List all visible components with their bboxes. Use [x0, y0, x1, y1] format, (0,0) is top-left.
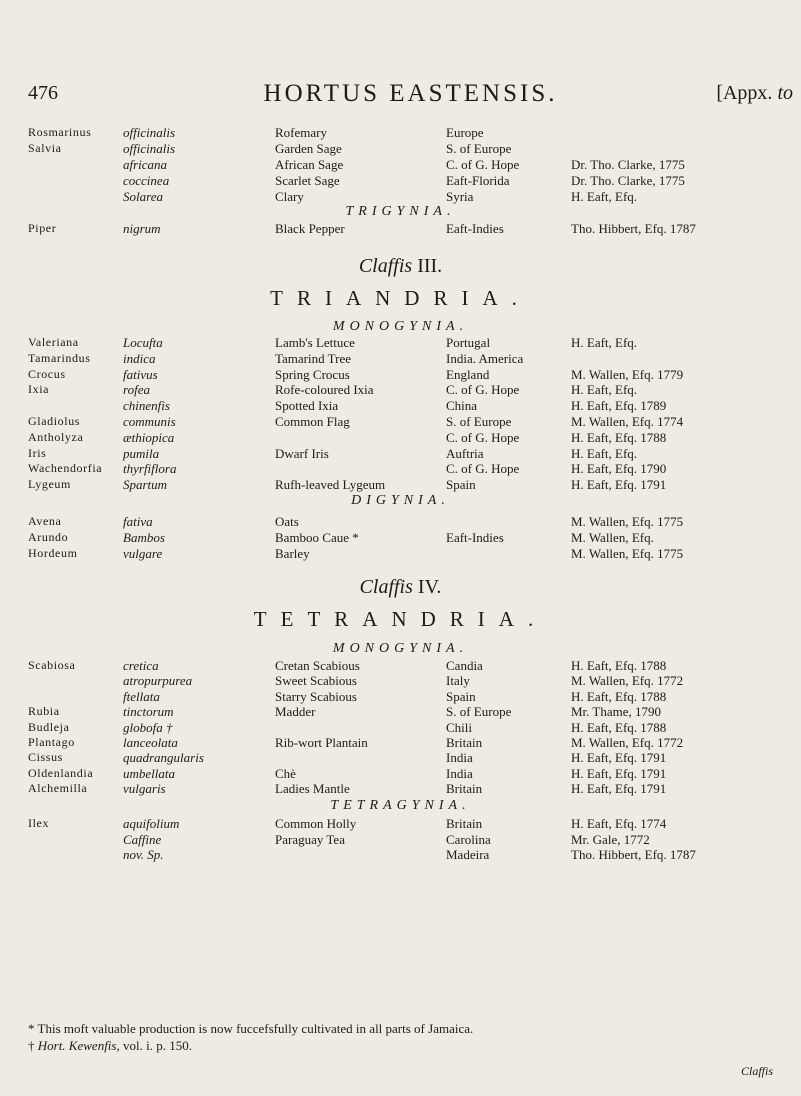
native-country: China	[446, 398, 478, 414]
introduced-by: H. Eaft, Efq. 1774	[571, 816, 667, 831]
common-name: Scarlet Sage	[275, 173, 340, 188]
species-name: officinalis	[123, 125, 175, 140]
genus-name: Rosmarinus	[28, 125, 92, 139]
species-name: africana	[123, 157, 168, 172]
catchword: Claffis	[740, 1064, 773, 1078]
page-number: 476	[28, 82, 58, 104]
genus-name: Cissus	[28, 750, 63, 765]
species-name: fativus	[123, 366, 158, 382]
order-heading: MONOGYNIA.	[332, 641, 469, 656]
introduced-by: Dr. Tho. Clarke, 1775	[571, 173, 685, 188]
genus-name: Ilex	[28, 816, 50, 830]
native-country: Portugal	[446, 335, 491, 350]
species-name: chinenfis	[123, 398, 170, 414]
common-name: Paraguay Tea	[275, 831, 345, 847]
common-name: Madder	[275, 704, 316, 720]
introduced-by: Mr. Thame, 1790	[571, 704, 662, 720]
native-country: Britain	[446, 816, 483, 831]
native-country: India	[446, 765, 473, 781]
catalogue-row	[0, 220, 801, 237]
class-heading: Claffis IV.	[359, 576, 442, 598]
genus-name: Valeriana	[28, 335, 79, 349]
class-name: TETRANDRIA.	[253, 607, 548, 631]
species-name: aquifolium	[123, 816, 180, 831]
species-name: pumila	[123, 445, 160, 461]
native-country: S. of Europe	[446, 704, 512, 720]
species-name: umbellata	[123, 765, 175, 781]
species-name: nigrum	[123, 221, 161, 236]
introduced-by: M. Wallen, Efq. 1775	[571, 514, 684, 529]
native-country: S. of Europe	[446, 414, 512, 429]
catalogue-row	[0, 429, 801, 446]
species-name: Spartum	[123, 477, 168, 493]
genus-name: Antholyza	[28, 429, 84, 444]
introduced-by: Mr. Gale, 1772	[571, 831, 650, 847]
common-name: Sweet Scabious	[275, 673, 357, 689]
genus-name: Gladiolus	[28, 414, 81, 428]
species-name: lanceolata	[123, 735, 178, 750]
catalogue-row	[0, 413, 801, 430]
species-name: vulgaris	[123, 781, 166, 797]
running-title: HORTUS EASTENSIS.	[263, 80, 558, 107]
catalogue-row	[0, 381, 801, 398]
common-name: Oats	[275, 514, 299, 529]
common-name: Bamboo Caue *	[275, 530, 359, 545]
catalogue-row	[0, 831, 801, 848]
species-name: atropurpurea	[123, 673, 193, 689]
catalogue-row	[0, 334, 801, 351]
introduced-by: M. Wallen, Efq. 1775	[571, 546, 684, 561]
native-country: Syria	[446, 189, 474, 204]
native-country: S. of Europe	[446, 141, 512, 156]
introduced-by: M. Wallen, Efq. 1774	[571, 414, 684, 429]
introduced-by: H. Eaft, Efq.	[571, 189, 638, 204]
native-country: India	[446, 750, 473, 766]
catalogue-row	[0, 513, 801, 530]
common-name: Rofe-coloured Ixia	[275, 382, 374, 398]
native-country: Eaft-Florida	[446, 173, 510, 188]
genus-name: Budleja	[28, 719, 70, 734]
genus-name: Ixia	[28, 382, 50, 397]
common-name: African Sage	[275, 157, 344, 172]
catalogue-row	[0, 156, 801, 173]
catalogue-row	[0, 124, 801, 141]
genus-name: Tamarindus	[28, 350, 91, 365]
species-name: vulgare	[123, 546, 163, 561]
introduced-by: H. Eaft, Efq.	[571, 445, 638, 461]
species-name: Bambos	[123, 530, 165, 545]
introduced-by: M. Wallen, Efq.	[571, 530, 654, 545]
native-country: England	[446, 366, 490, 382]
catalogue-row	[0, 366, 801, 383]
common-name: Starry Scabious	[275, 688, 357, 704]
class-name: TRIANDRIA.	[270, 286, 531, 310]
catalogue-row	[0, 846, 801, 863]
native-country: Eaft-Indies	[446, 221, 504, 236]
introduced-by: H. Eaft, Efq.	[571, 335, 638, 350]
species-name: Locufta	[123, 335, 163, 350]
genus-name: Wachendorfia	[28, 461, 103, 476]
genus-name: Plantago	[28, 735, 75, 749]
species-name: globofa †	[123, 719, 173, 735]
order-heading: DIGYNIA.	[351, 493, 450, 508]
native-country: Candia	[446, 658, 483, 673]
common-name: Rib-wort Plantain	[275, 735, 368, 750]
common-name: Spring Crocus	[275, 366, 350, 382]
species-name: coccinea	[123, 173, 170, 188]
order-heading: MONOGYNIA.	[332, 319, 469, 334]
genus-name: Salvia	[28, 141, 62, 155]
introduced-by: M. Wallen, Efq. 1779	[571, 366, 684, 382]
species-name: indica	[123, 350, 156, 366]
catalogue-row	[0, 460, 801, 477]
species-name: Caffine	[123, 831, 162, 847]
catalogue-row	[0, 445, 801, 462]
catalogue-row	[0, 350, 801, 367]
genus-name: Arundo	[28, 530, 69, 544]
class-heading: Claffis III.	[358, 255, 443, 277]
species-name: rofea	[123, 382, 150, 398]
common-name: Rofemary	[275, 125, 327, 140]
introduced-by: Tho. Hibbert, Efq. 1787	[571, 847, 696, 862]
introduced-by: H. Eaft, Efq. 1788	[571, 719, 667, 735]
genus-name: Iris	[28, 445, 47, 460]
native-country: Europe	[446, 125, 484, 140]
common-name: Clary	[275, 189, 304, 204]
species-name: tinctorum	[123, 704, 174, 720]
species-name: æthiopica	[123, 429, 175, 445]
species-name: quadrangularis	[123, 750, 204, 766]
introduced-by: M. Wallen, Efq. 1772	[571, 673, 684, 689]
running-header	[28, 82, 793, 112]
genus-name: Rubia	[28, 704, 60, 719]
introduced-by: H. Eaft, Efq. 1789	[571, 398, 667, 414]
genus-name: Hordeum	[28, 546, 78, 560]
footnote-1: * This moft valuable production is now fuccefsfully cultivated in all parts of Jamaica.	[28, 1021, 474, 1036]
catalogue-row	[0, 172, 801, 189]
order-heading: TETRAGYNIA.	[330, 798, 471, 813]
order-heading: TRIGYNIA.	[345, 204, 456, 219]
species-name: cretica	[123, 658, 159, 673]
native-country: C. of G. Hope	[446, 157, 520, 172]
native-country: Spain	[446, 477, 476, 493]
native-country: Auftria	[446, 445, 484, 461]
native-country: Chili	[446, 719, 473, 735]
introduced-by: Tho. Hibbert, Efq. 1787	[571, 221, 696, 236]
introduced-by: H. Eaft, Efq. 1788	[571, 429, 667, 445]
introduced-by: H. Eaft, Efq. 1788	[571, 658, 667, 673]
common-name: Tamarind Tree	[275, 350, 351, 366]
common-name: Rufh-leaved Lygeum	[275, 477, 386, 493]
introduced-by: H. Eaft, Efq.	[571, 382, 638, 398]
catalogue-row	[0, 545, 801, 562]
native-country: Madeira	[446, 847, 490, 862]
genus-name: Crocus	[28, 366, 66, 381]
genus-name: Alchemilla	[28, 781, 88, 796]
native-country: India. America	[446, 350, 524, 366]
native-country: C. of G. Hope	[446, 382, 520, 398]
native-country: Carolina	[446, 831, 491, 847]
introduced-by: Dr. Tho. Clarke, 1775	[571, 157, 685, 172]
common-name: Garden Sage	[275, 141, 342, 156]
genus-name: Oldenlandia	[28, 765, 94, 780]
species-name: ftellata	[123, 688, 160, 704]
genus-name: Piper	[28, 221, 57, 235]
catalogue-row	[0, 476, 801, 493]
native-country: Spain	[446, 688, 476, 704]
species-name: nov. Sp.	[123, 847, 164, 862]
catalogue-row	[0, 780, 801, 797]
common-name: Dwarf Iris	[275, 445, 329, 461]
catalogue-row	[0, 529, 801, 546]
common-name: Common Flag	[275, 414, 350, 429]
catalogue-row	[0, 815, 801, 832]
introduced-by: M. Wallen, Efq. 1772	[571, 735, 684, 750]
common-name: Black Pepper	[275, 221, 345, 236]
common-name: Lamb's Lettuce	[275, 335, 355, 350]
footnote-2: † Hort. Kewenfis, vol. i. p. 150.	[28, 1038, 192, 1053]
common-name: Ladies Mantle	[275, 781, 350, 797]
introduced-by: H. Eaft, Efq. 1791	[571, 750, 667, 766]
introduced-by: H. Eaft, Efq. 1791	[571, 781, 667, 797]
common-name: Chè	[275, 765, 296, 781]
species-name: officinalis	[123, 141, 175, 156]
native-country: C. of G. Hope	[446, 429, 520, 445]
genus-name: Lygeum	[28, 477, 71, 492]
catalogue-row	[0, 140, 801, 157]
common-name: Spotted Ixia	[275, 398, 339, 414]
introduced-by: H. Eaft, Efq. 1790	[571, 461, 667, 477]
appendix-label: [Appx. to	[716, 82, 793, 104]
common-name: Barley	[275, 546, 310, 561]
common-name: Common Holly	[275, 816, 357, 831]
common-name: Cretan Scabious	[275, 658, 360, 673]
genus-name: Avena	[28, 514, 62, 528]
native-country: Italy	[446, 673, 470, 689]
introduced-by: H. Eaft, Efq. 1788	[571, 688, 667, 704]
genus-name: Scabiosa	[28, 658, 76, 672]
species-name: fativa	[123, 514, 153, 529]
species-name: Solarea	[123, 189, 163, 204]
species-name: thyrfiflora	[123, 461, 177, 477]
native-country: Britain	[446, 735, 483, 750]
catalogue-row	[0, 397, 801, 414]
native-country: Britain	[446, 781, 483, 797]
native-country: C. of G. Hope	[446, 461, 520, 477]
native-country: Eaft-Indies	[446, 530, 504, 545]
introduced-by: H. Eaft, Efq. 1791	[571, 765, 667, 781]
introduced-by: H. Eaft, Efq. 1791	[571, 477, 667, 493]
species-name: communis	[123, 414, 176, 429]
